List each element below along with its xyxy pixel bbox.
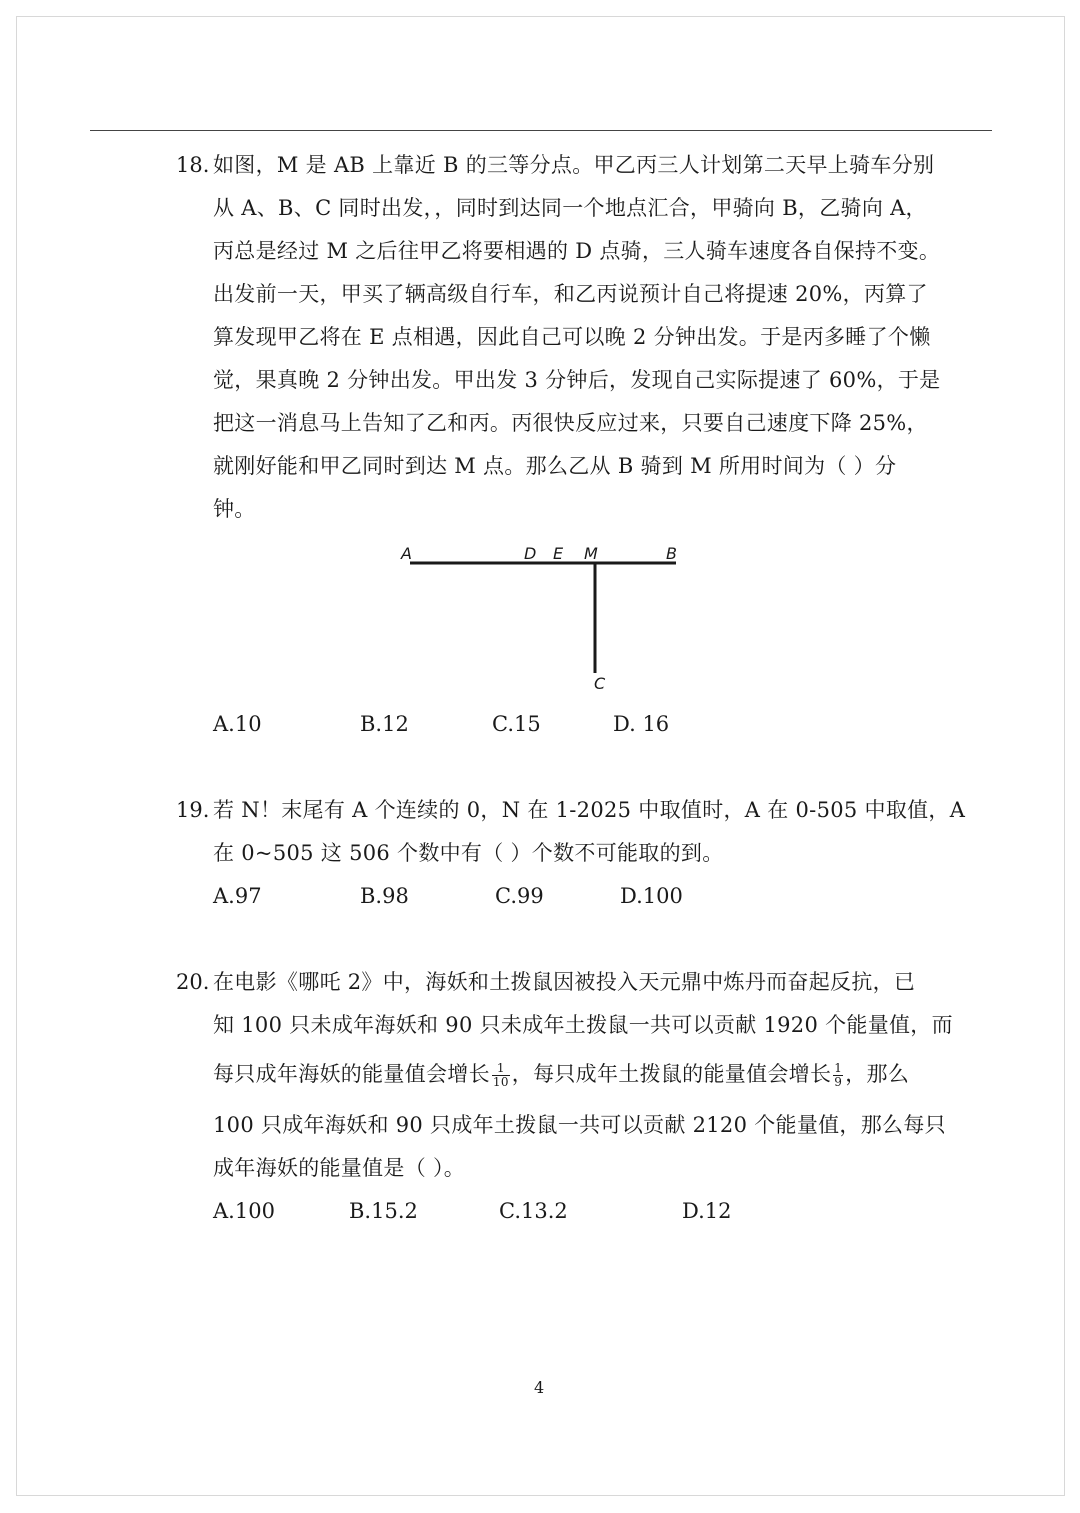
choice-c[interactable]: C.15	[492, 712, 541, 736]
choice-b[interactable]: B.12	[360, 712, 409, 736]
page-number: 4	[534, 1378, 545, 1397]
route-diagram	[390, 538, 700, 698]
question-text-line: 知 100 只未成年海妖和 90 只未成年土拨鼠一共可以贡献 1920 个能量值，而	[213, 1013, 953, 1037]
choice-b[interactable]: B.15.2	[349, 1199, 418, 1223]
text-segment: 每只成年海妖的能量值会增长	[213, 1062, 490, 1086]
question-text-line: 100 只成年海妖和 90 只成年土拨鼠一共可以贡献 2120 个能量值，那么每只	[213, 1113, 946, 1137]
choice-b[interactable]: B.98	[360, 884, 409, 908]
question-number: 18.	[176, 153, 210, 177]
question-text-line: 在 0~505 这 506 个数中有（ ）个数不可能取的到。	[213, 841, 724, 865]
text-segment: ，那么	[845, 1062, 910, 1086]
label-c: C	[594, 674, 606, 693]
choice-a[interactable]: A.10	[213, 712, 262, 736]
question-text-line: 算发现甲乙将在 E 点相遇，因此自己可以晚 2 分钟出发。于是丙多睡了个懒	[213, 325, 931, 349]
question-text-line: 觉，果真晚 2 分钟出发。甲出发 3 分钟后，发现自己实际提速了 60%，于是	[213, 368, 941, 392]
label-m: M	[584, 544, 598, 563]
question-text-line: 如图，M 是 AB 上靠近 B 的三等分点。甲乙丙三人计划第二天早上骑车分别	[213, 153, 935, 177]
choice-d[interactable]: D.100	[620, 884, 683, 908]
label-d: D	[524, 544, 537, 563]
question-text-line: 成年海妖的能量值是（ ）。	[213, 1156, 466, 1180]
fraction-denominator: 9	[834, 1075, 843, 1089]
question-text-line	[213, 1059, 909, 1089]
label-b: B	[666, 544, 677, 563]
question-text-line: 从 A、B、C 同时出发，，同时到达同一个地点汇合，甲骑向 B，乙骑向 A，	[213, 196, 927, 220]
question-text-line: 出发前一天，甲买了辆高级自行车，和乙丙说预计自己将提速 20%，丙算了	[213, 282, 928, 306]
question-number: 19.	[176, 798, 210, 822]
fraction-one-tenth	[492, 1062, 510, 1089]
choice-a[interactable]: A.97	[213, 884, 262, 908]
label-e: E	[553, 544, 564, 563]
fraction-denominator: 10	[492, 1075, 509, 1089]
fraction-numerator: 1	[492, 1062, 510, 1076]
choice-d[interactable]: D. 16	[613, 712, 670, 736]
question-text-line: 在电影《哪吒 2》中，海妖和土拨鼠因被投入天元鼎中炼丹而奋起反抗，已	[213, 970, 916, 994]
choice-d[interactable]: D.12	[682, 1199, 732, 1223]
choice-a[interactable]: A.100	[213, 1199, 275, 1223]
label-a: A	[401, 544, 412, 563]
fraction-numerator: 1	[834, 1061, 843, 1075]
choice-c[interactable]: C.99	[495, 884, 544, 908]
header-rule	[90, 130, 992, 131]
question-text-line: 就刚好能和甲乙同时到达 M 点。那么乙从 B 骑到 M 所用时间为（ ）分	[213, 454, 897, 478]
text-segment: ，每只成年土拨鼠的能量值会增长	[511, 1062, 832, 1086]
fraction-one-ninth	[833, 1062, 843, 1089]
question-text-line: 若 N！末尾有 A 个连续的 0，N 在 1-2025 中取值时，A 在 0-505 中取值，A	[213, 798, 966, 822]
question-text-line: 钟。	[213, 497, 256, 521]
question-number: 20.	[176, 970, 210, 994]
question-text-line: 丙总是经过 M 之后往甲乙将要相遇的 D 点骑，三人骑车速度各自保持不变。	[213, 239, 941, 263]
choice-c[interactable]: C.13.2	[499, 1199, 568, 1223]
question-text-line: 把这一消息马上告知了乙和丙。丙很快反应过来，只要自己速度下降 25%，	[213, 411, 928, 435]
